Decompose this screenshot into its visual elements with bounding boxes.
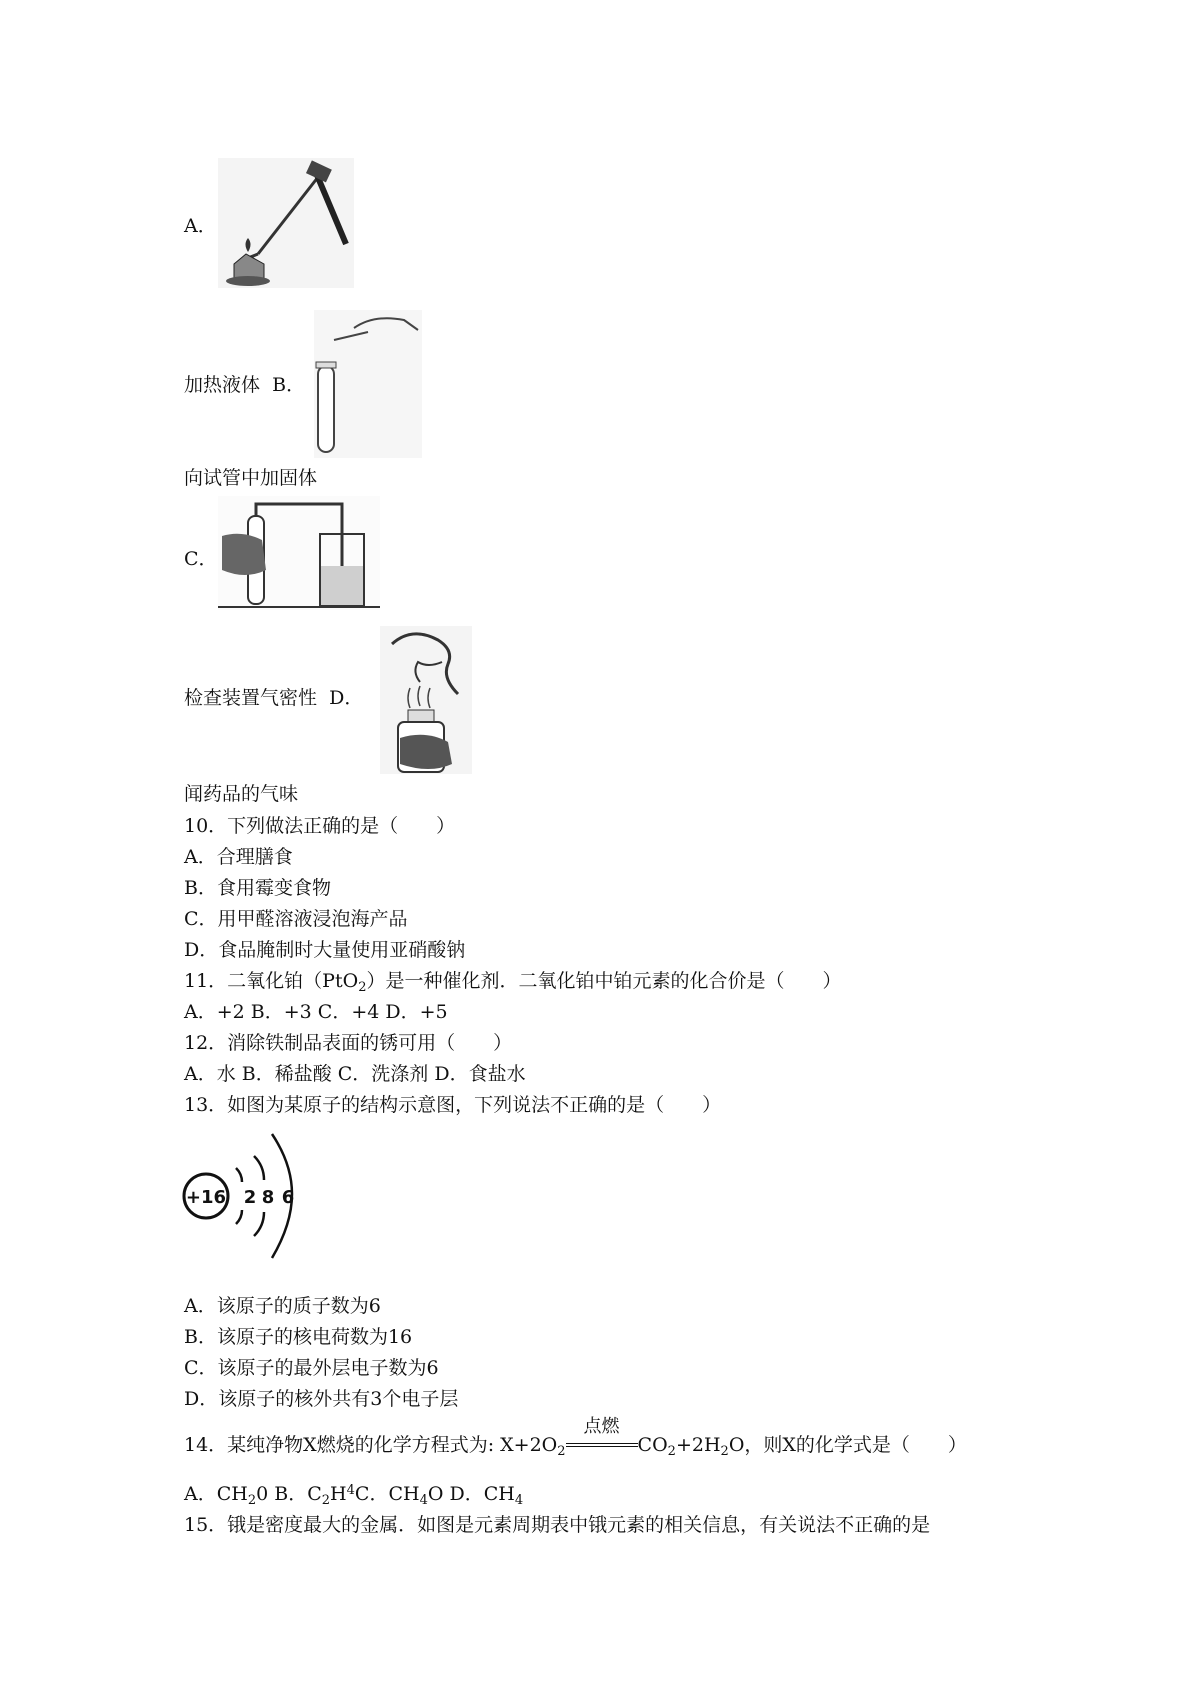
question-12: 12．消除铁制品表面的锈可用（ ） [184,1032,513,1054]
q10-option-d: D．食品腌制时大量使用亚硝酸钠 [184,939,466,961]
heating-liquid-image [218,158,354,288]
q10-option-c: C．用甲醛溶液浸泡海产品 [184,908,408,930]
option-a-caption: 加热液体 B． [184,374,306,396]
option-a-label: A． [184,215,217,237]
atom-structure-diagram [180,1128,312,1264]
option-d-label: D． [329,687,364,709]
add-solid-image [314,310,422,458]
question-11: 11．二氧化铂（PtO$_2$）是一种催化剂．二氧化铂中铂元素的化合价是（ ） [184,970,842,995]
q13-option-c: C．该原子的最外层电子数为6 [184,1357,439,1379]
question-15: 15．锇是密度最大的金属．如图是元素周期表中锇元素的相关信息，有关说法不正确的是 [184,1514,931,1536]
smell-reagent-image [380,626,472,774]
shell-3-electrons: 6 [281,1187,295,1208]
reaction-condition: 点燃 [566,1433,638,1457]
q11-options: A．+2 B．+3 C．+4 D．+5 [184,1001,448,1023]
option-c-caption: 检查装置气密性 D． [184,687,364,709]
option-b-caption: 向试管中加固体 [184,467,318,489]
nucleus-charge: +16 [185,1187,227,1208]
q10-option-a: A．合理膳食 [184,846,293,868]
q13-option-d: D．该原子的核外共有3个电子层 [184,1388,459,1410]
airtightness-check-image [218,496,380,610]
option-d-caption: 闻药品的气味 [184,783,299,805]
shell-1-electrons: 2 [243,1187,257,1208]
q13-option-a: A．该原子的质子数为6 [184,1295,381,1317]
shell-2-electrons: 8 [261,1187,275,1208]
question-10: 10．下列做法正确的是（ ） [184,815,456,837]
q14-options: A．$CH_20$ B．$C_2H^4C$．$CH_4O$ D．$CH_4$ [184,1483,524,1508]
question-14: 14．某纯净物X燃烧的化学方程式为: $X+2O_2$ 点燃 $CO_2+2H_2O$，则X的化学式是（ ） [184,1416,967,1459]
option-c-label: C． [184,548,218,570]
option-b-label: B． [272,374,306,396]
question-13: 13．如图为某原子的结构示意图，下列说法不正确的是（ ） [184,1094,722,1116]
q12-options: A．水 B．稀盐酸 C．洗涤剂 D．食盐水 [184,1063,526,1085]
q13-option-b: B．该原子的核电荷数为16 [184,1326,413,1348]
q10-option-b: B．食用霉变食物 [184,877,331,899]
